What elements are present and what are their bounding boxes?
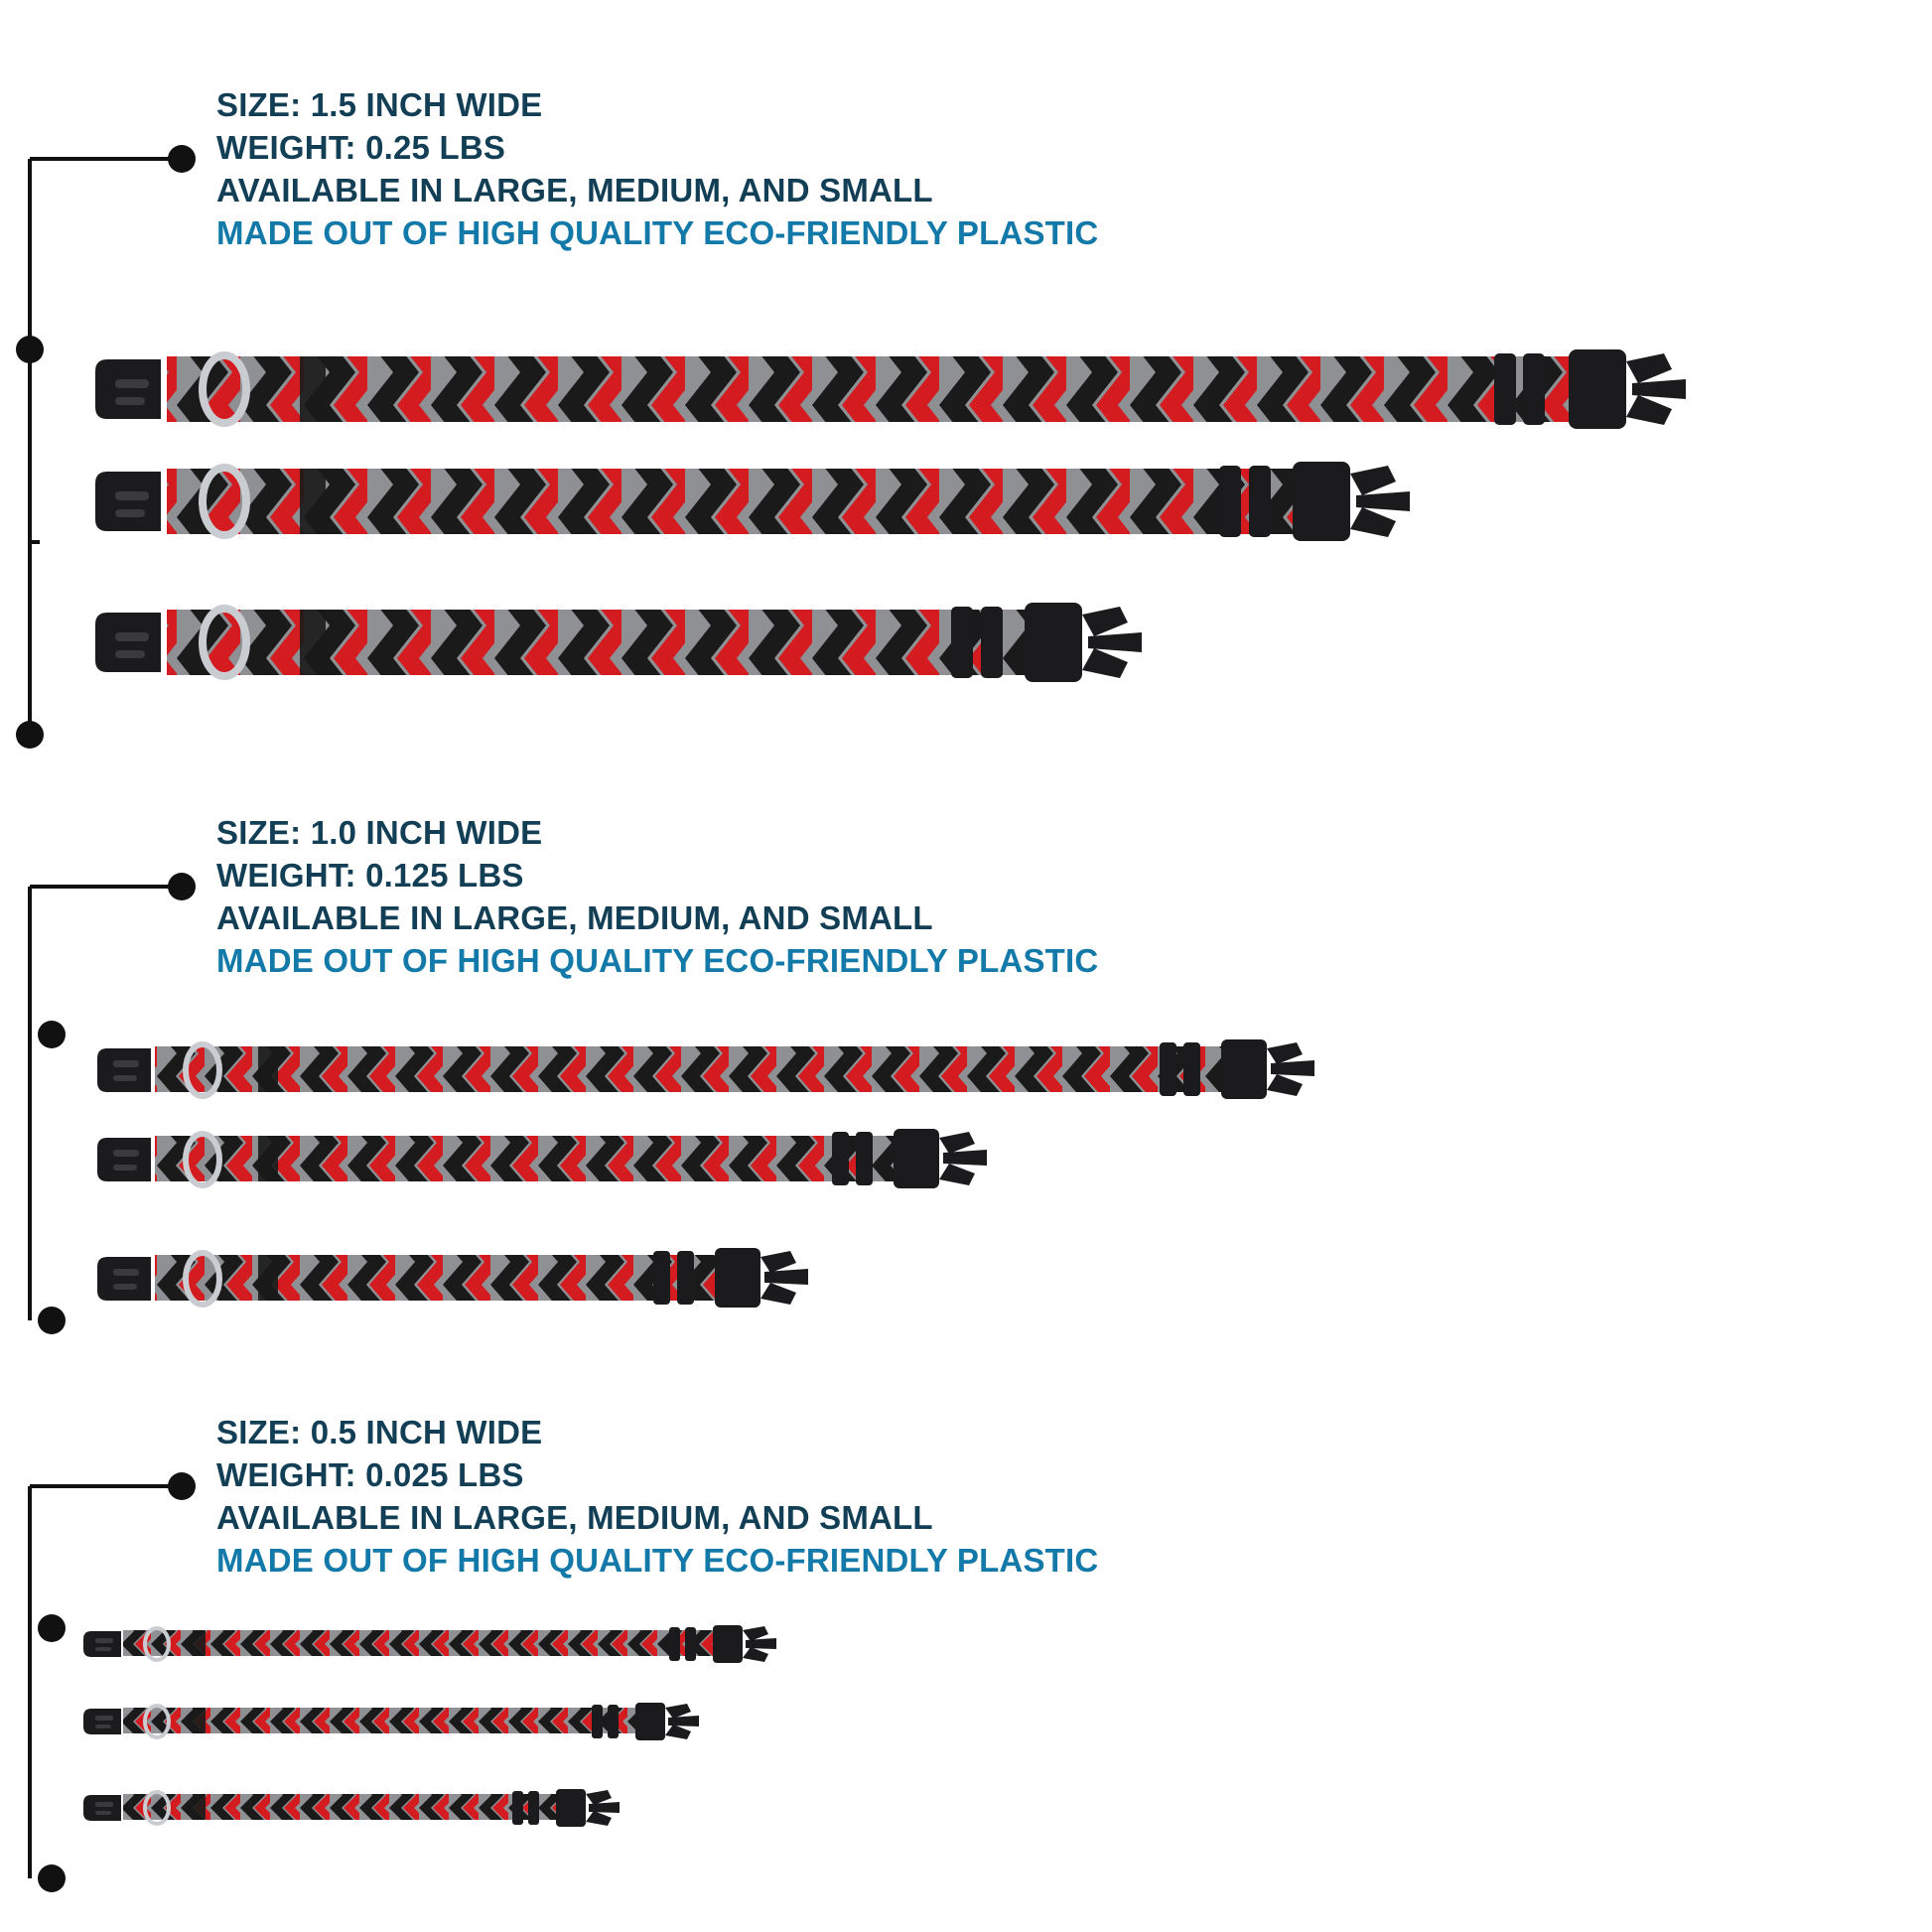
callout-0-5-inch [216, 1412, 1098, 1583]
collar-small-0-5[interactable] [62, 1782, 657, 1834]
callout-size-line: SIZE: 1.0 INCH WIDE [216, 814, 543, 851]
callout-size-line: SIZE: 1.5 INCH WIDE [216, 86, 543, 123]
callout-size-line: SIZE: 0.5 INCH WIDE [216, 1414, 543, 1450]
callout-availability-line: AVAILABLE IN LARGE, MEDIUM, AND SMALL [216, 898, 933, 936]
callout-availability-line: AVAILABLE IN LARGE, MEDIUM, AND SMALL [216, 171, 933, 208]
callout-weight-line: WEIGHT: 0.25 LBS [216, 128, 506, 166]
collar-medium-1-0[interactable] [62, 1120, 1054, 1197]
callout-1-5-inch [216, 84, 1098, 255]
collar-large-1-0[interactable] [62, 1031, 1392, 1108]
collar-medium-0-5[interactable] [62, 1696, 737, 1747]
callout-material-line: MADE OUT OF HIGH QUALITY ECO-FRIENDLY PLASTIC [216, 213, 1099, 251]
callout-weight-line: WEIGHT: 0.025 LBS [216, 1455, 524, 1493]
callout-availability-line: AVAILABLE IN LARGE, MEDIUM, AND SMALL [216, 1498, 933, 1536]
callout-1-0-inch [216, 812, 1098, 983]
collar-small-1-0[interactable] [62, 1239, 876, 1316]
callout-material-line: MADE OUT OF HIGH QUALITY ECO-FRIENDLY PLASTIC [216, 941, 1099, 979]
collar-large-1-5[interactable] [50, 340, 1698, 439]
collar-large-0-5[interactable] [62, 1618, 816, 1670]
collar-medium-1-5[interactable] [50, 452, 1440, 551]
callout-material-line: MADE OUT OF HIGH QUALITY ECO-FRIENDLY PLASTIC [216, 1541, 1099, 1579]
callout-weight-line: WEIGHT: 0.125 LBS [216, 856, 524, 894]
collar-small-1-5[interactable] [50, 593, 1172, 692]
